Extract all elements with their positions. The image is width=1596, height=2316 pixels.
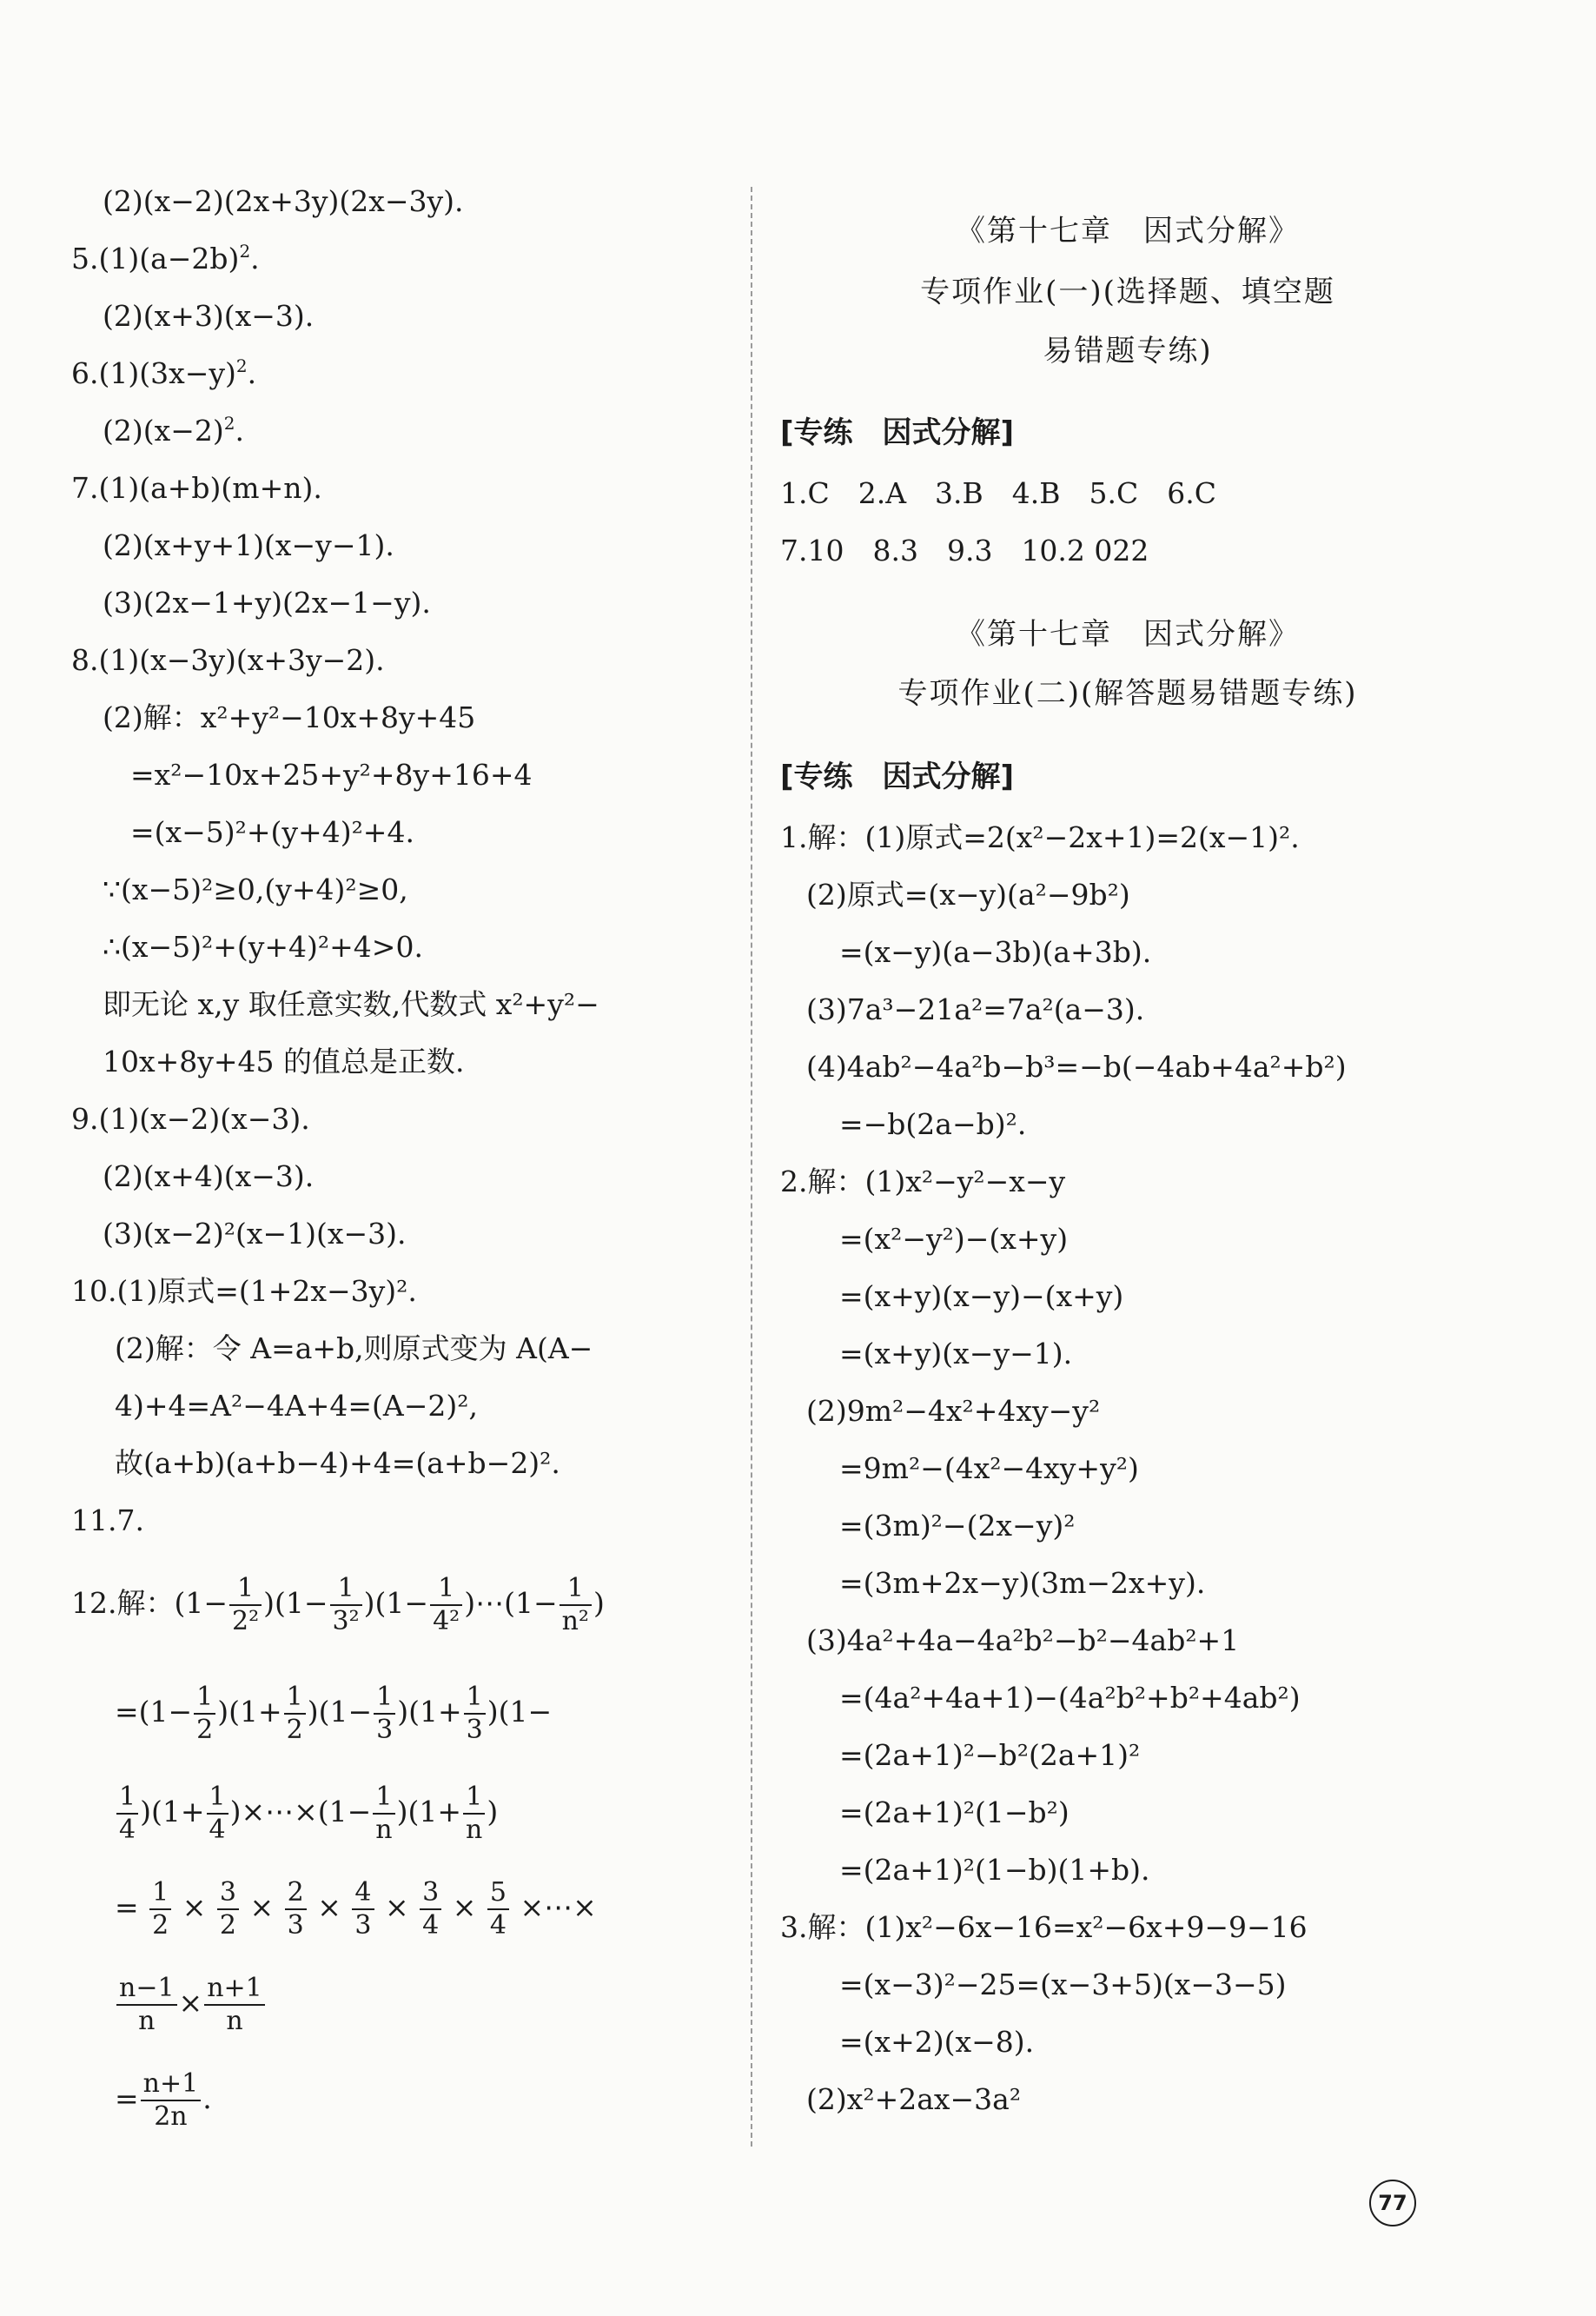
answer-line: 2.解：(1)x²−y²−x−y [780,1165,1066,1198]
answer-line: =(3m+2x−y)(3m−2x+y). [839,1566,1206,1600]
answer-line: 4)+4=A²−4A+4=(A−2)², [115,1389,478,1423]
answer-line: $6.(1)(3x-y)^2$. [71,355,257,390]
answer-line: =(2a+1)²−b²(2a+1)² [839,1738,1141,1772]
answer-line: $5.(1)(a-2b)^2$. [71,241,260,275]
answer-line: (3)(x−2)²(x−1)(x−3). [103,1217,407,1251]
answer-line: 7.10 8.3 9.3 10.2 022 [780,534,1149,567]
answer-line: =(x−5)²+(y+4)²+4. [130,815,414,849]
answer-line: =(x+2)(x−8). [839,2025,1035,2059]
answer-line: (2)x²+2ax−3a² [806,2082,1022,2116]
answer-line: ∵(x−5)²≥0,(y+4)²≥0, [103,873,408,906]
answer-line: 7.(1)(a+b)(m+n). [71,471,322,505]
answer-line: 3.解：(1)x²−6x−16=x²−6x+9−9−16 [780,1910,1308,1944]
q12-line-6: = $\frac{n+1}{2n}$ . [115,2068,212,2132]
answer-line: (2)(x+y+1)(x−y−1). [103,528,394,562]
section-heading: [专练 因式分解] [780,760,1015,794]
answer-line: 1.解：(1)原式=2(x²−2x+1)=2(x−1)². [780,820,1300,854]
q12-line-3: $\frac{1}{4}$ )(1+ $\frac{1}{4}$ )×⋯×(1− $\frac{1}{n}$ )(1+ $\frac{1}{n}$ ) [115,1782,498,1846]
column-divider [751,187,752,2147]
q12-line-5: $\frac{n-1}{n}$ × $\frac{n+1}{n}$ [115,1973,267,2037]
answer-line: =(3m)²−(2x−y)² [839,1509,1076,1543]
answer-line: (2)解：x²+y²−10x+8y+45 [103,700,476,734]
answer-line: (2)(x+4)(x−3). [103,1159,315,1193]
homework-subtitle: 专项作业(二)(解答题易错题专练) [897,676,1358,711]
answer-line: =(x−3)²−25=(x−3+5)(x−3−5) [839,1968,1287,2001]
answer-line: ∴(x−5)²+(y+4)²+4>0. [103,930,423,964]
answer-line: =(2a+1)²(1−b)(1+b). [839,1853,1150,1887]
homework-subtitle: 易错题专练) [1043,334,1213,368]
answer-line: =−b(2a−b)². [839,1107,1027,1141]
answer-line: =9m²−(4x²−4xy+y²) [839,1451,1139,1485]
answer-line: (3)(2x−1+y)(2x−1−y). [103,586,431,620]
answer-line: (2)(x−2)(2x+3y)(2x−3y). [103,184,464,218]
answer-line: =(2a+1)²(1−b²) [839,1795,1070,1829]
answer-line: (3)7a³−21a²=7a²(a−3). [806,992,1145,1026]
answer-line: =(x²−y²)−(x+y) [839,1222,1069,1256]
answer-line: 10.(1)原式=(1+2x−3y)². [71,1274,417,1308]
answer-line: 1.C 2.A 3.B 4.B 5.C 6.C [780,476,1216,510]
answer-line: 10x+8y+45 的值总是正数. [103,1045,465,1078]
q12-line-4: = $\frac{1}{2}$ × $\frac{3}{2}$ × $\frac{2}{3}$ × $\frac{4}{3}$ × $\frac{3}{4}$ × $\frac{5}{4}$ ×⋯× [115,1877,597,1941]
answer-line: 8.(1)(x−3y)(x+3y−2). [71,643,385,677]
answer-line: =(x−y)(a−3b)(a+3b). [839,935,1152,969]
answer-line: =(4a²+4a+1)−(4a²b²+b²+4ab²) [839,1681,1301,1715]
answer-line: (4)4ab²−4a²b−b³=−b(−4ab+4a²+b²) [806,1050,1347,1084]
answer-line: (3)4a²+4a−4a²b²−b²−4ab²+1 [806,1623,1240,1657]
answer-line: (2)原式=(x−y)(a²−9b²) [806,878,1130,912]
chapter-title: 《第十七章 因式分解》 [956,617,1300,652]
answer-line: 11.7. [71,1503,144,1537]
answer-line: (2)(x+3)(x−3). [103,299,315,333]
section-heading: [专练 因式分解] [780,415,1015,450]
answer-line: (2)解：令 A=a+b,则原式变为 A(A− [115,1331,593,1365]
homework-subtitle: 专项作业(一)(选择题、填空题 [920,275,1335,309]
answer-line: 9.(1)(x−2)(x−3). [71,1102,310,1136]
answer-line: =(x+y)(x−y−1). [839,1337,1073,1370]
answer-line: $(2)(x-2)^2$. [103,413,244,448]
answer-line: =x²−10x+25+y²+8y+16+4 [130,758,533,792]
chapter-title: 《第十七章 因式分解》 [956,214,1300,249]
answer-line: (2)9m²−4x²+4xy−y² [806,1394,1101,1428]
page-number: 77 [1369,2180,1416,2226]
q12-line-1: 12.解：(1− $\frac{1}{\text{2²}}$ )(1− $\frac{1}{\text{3²}}$ )(1− $\frac{1}{\text{4²}}$ )⋯(1− $\frac{1}{\text{n²}}$ ) [71,1573,605,1636]
q12-line-2: =(1− $\frac{1}{2}$ )(1+ $\frac{1}{2}$ )(1− $\frac{1}{3}$ )(1+ $\frac{1}{3}$ )(1− [115,1682,553,1745]
answer-line: =(x+y)(x−y)−(x+y) [839,1279,1124,1313]
answer-line: 故(a+b)(a+b−4)+4=(a+b−2)². [115,1446,560,1480]
answer-line: 即无论 x,y 取任意实数,代数式 x²+y²− [103,987,599,1021]
